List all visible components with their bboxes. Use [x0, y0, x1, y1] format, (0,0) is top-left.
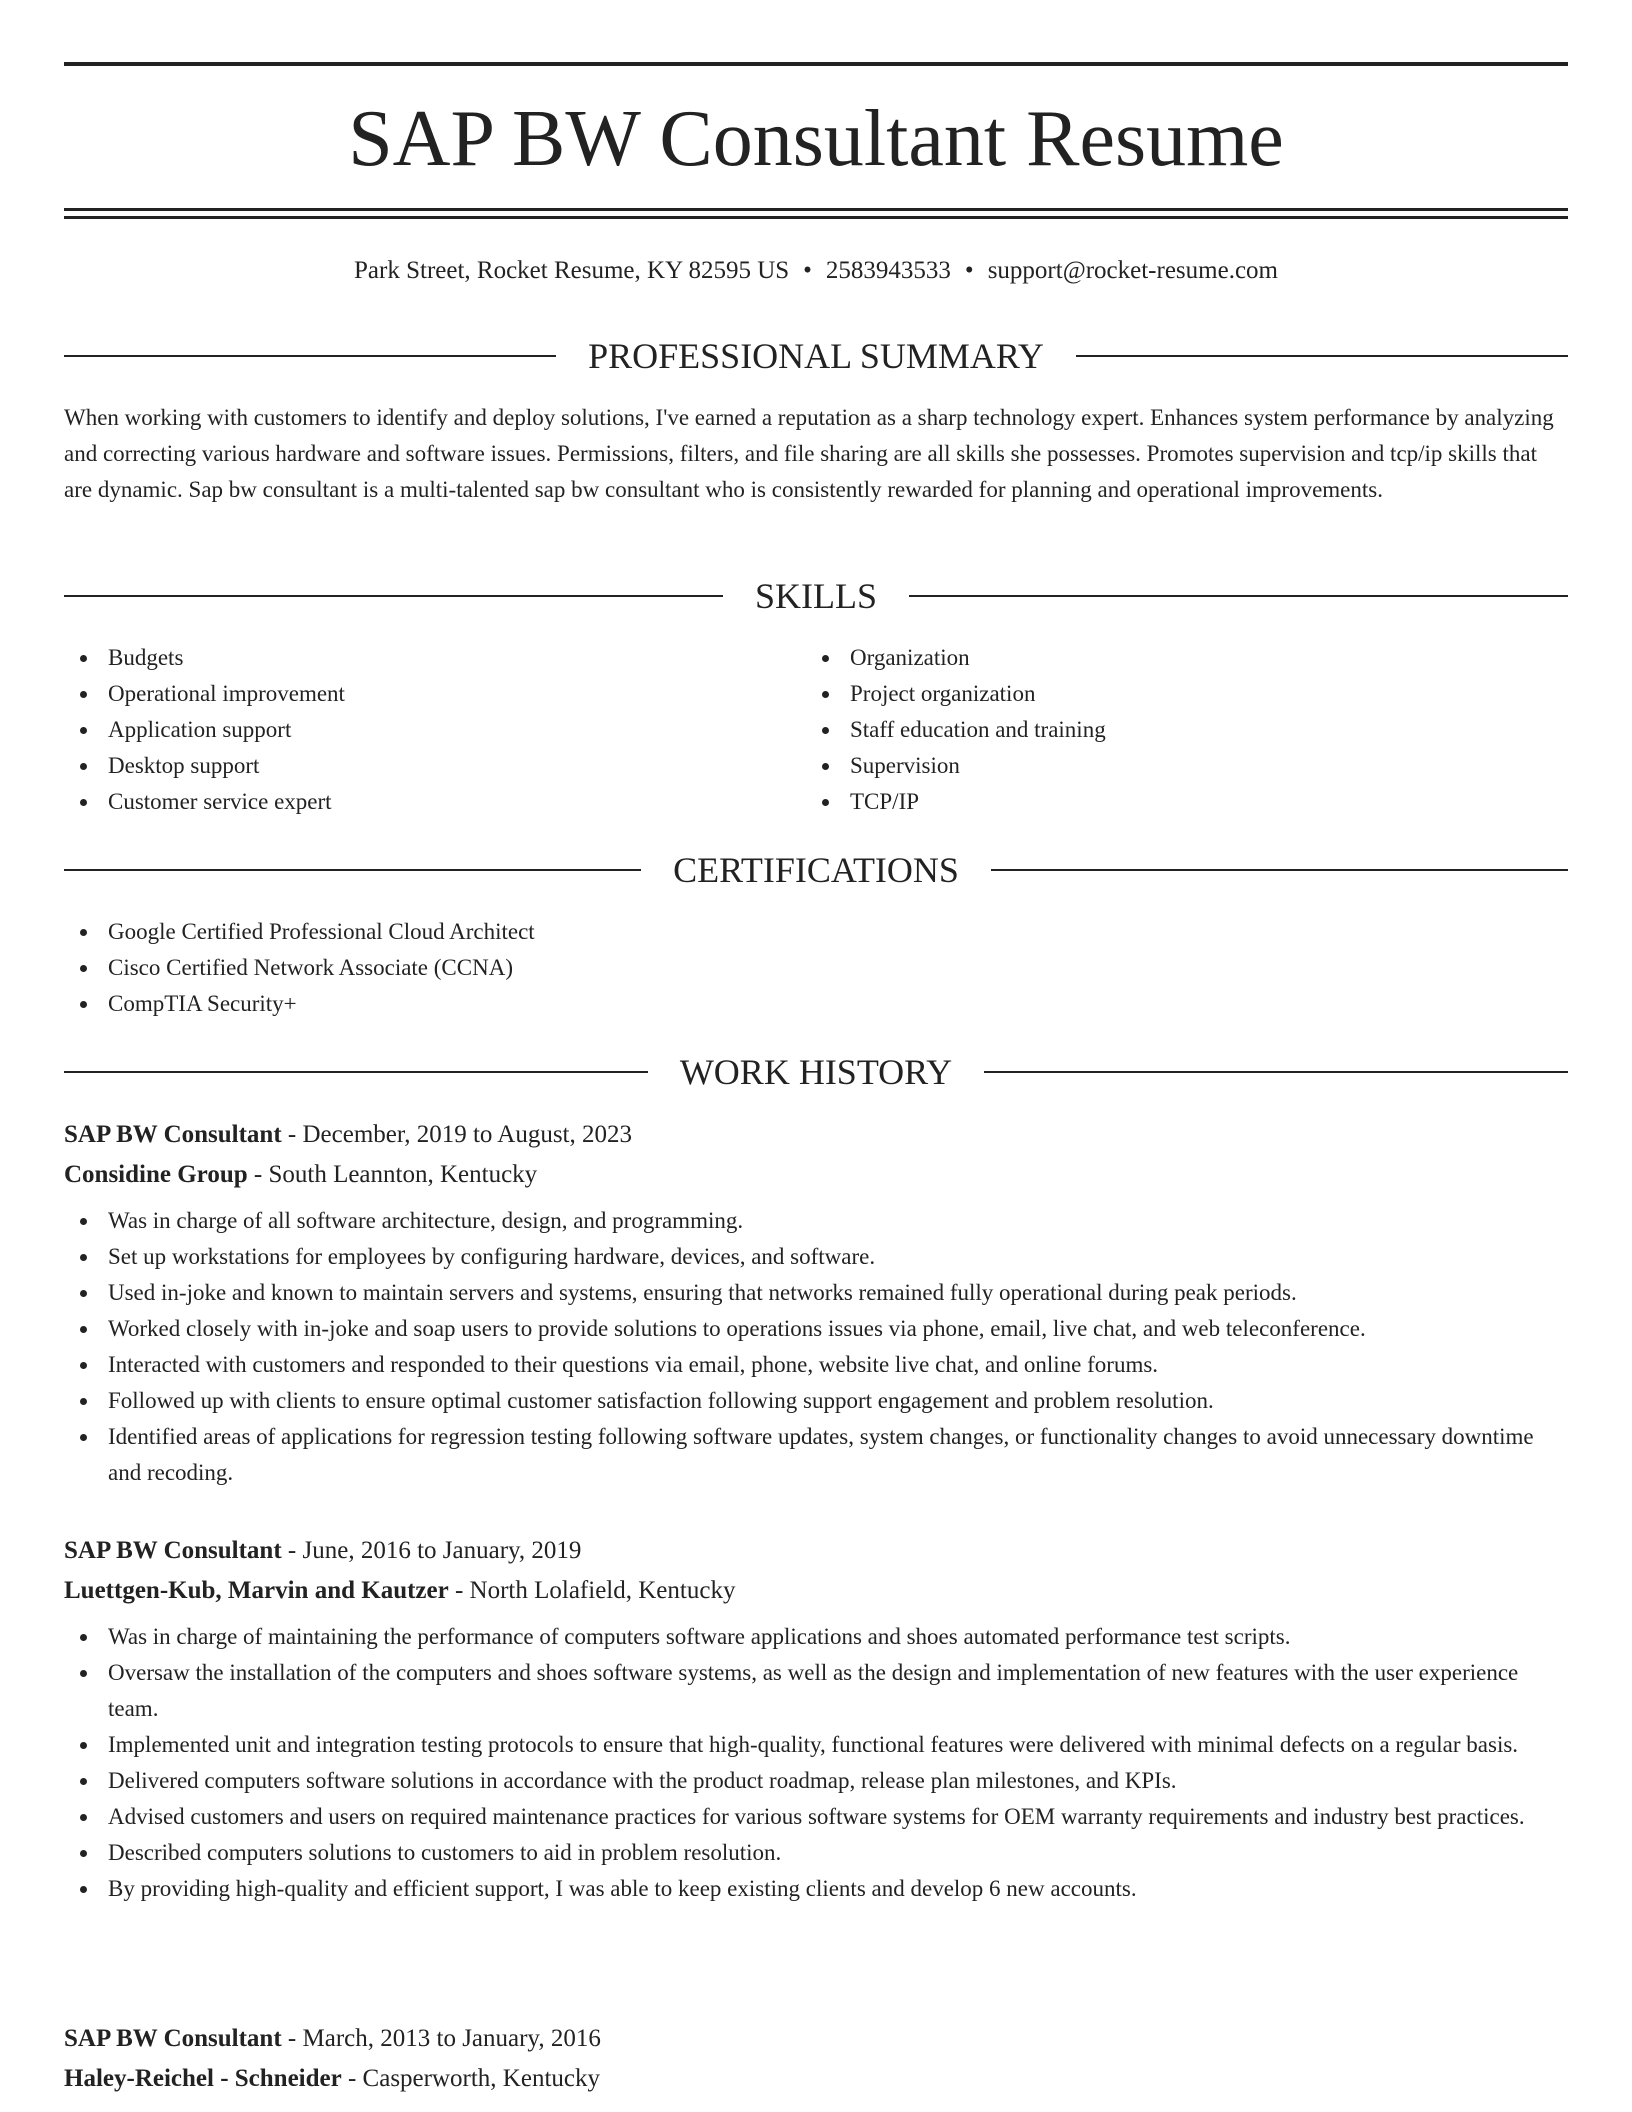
skills-heading: [64, 574, 1568, 618]
job-entry: [64, 2019, 1568, 2099]
job-title-line: [64, 2019, 1568, 2059]
job-company: Considine Group: [64, 1161, 248, 1188]
certifications-list: [64, 914, 1568, 1022]
certification-item: CompTIA Security+: [64, 986, 1568, 1022]
job-bullets: [64, 1203, 1568, 1491]
job-title-line: [64, 1531, 1568, 1571]
heading-rule-right: [984, 1071, 1568, 1073]
job-dates: - June, 2016 to January, 2019: [281, 1537, 582, 1564]
contact-phone: 2583943533: [825, 257, 951, 284]
heading-rule-right: [1076, 355, 1568, 357]
contact-line: [64, 254, 1568, 288]
job-title-line: [64, 1115, 1568, 1155]
contact-separator: •: [964, 257, 974, 284]
job-bullet: Advised customers and users on required maintenance practices for various software systems for OEM warranty requirements and industry best practices.: [64, 1799, 1568, 1835]
job-bullet: Followed up with clients to ensure optimal customer satisfaction following support engagement and problem resolution.: [64, 1383, 1568, 1419]
summary-heading-label: PROFESSIONAL SUMMARY: [588, 336, 1044, 376]
job-bullet: Delivered computers software solutions in accordance with the product roadmap, release plan milestones, and KPIs.: [64, 1763, 1568, 1799]
skill-item: Project organization: [806, 676, 1506, 712]
certifications-heading-label: CERTIFICATIONS: [673, 850, 959, 890]
job-location: - North Lolafield, Kentucky: [448, 1577, 736, 1604]
job-dates: - December, 2019 to August, 2023: [281, 1121, 633, 1148]
job-bullet: Identified areas of applications for regression testing following software updates, system changes, or functionality changes to avoid unnecessary downtime and recoding.: [64, 1419, 1568, 1491]
heading-rule-left: [64, 869, 641, 871]
job-location: - Casperworth, Kentucky: [341, 2065, 600, 2092]
heading-rule-left: [64, 1071, 648, 1073]
resume-title: SAP BW Consultant Resume: [348, 95, 1284, 183]
work-history-heading-label: WORK HISTORY: [679, 1052, 953, 1092]
job-bullet: Oversaw the installation of the computers and shoes software systems, as well as the design and implementation of new features with the user experience team.: [64, 1655, 1568, 1727]
job-bullet: Implemented unit and integration testing protocols to ensure that high-quality, functional features were delivered with minimal defects on a regular basis.: [64, 1727, 1568, 1763]
skills-list-left: [64, 640, 764, 820]
job-company-line: [64, 1571, 1568, 1611]
heading-rule-left: [64, 595, 723, 597]
job-bullets: [64, 1619, 1568, 1907]
skill-item: Staff education and training: [806, 712, 1506, 748]
heading-rule-left: [64, 355, 556, 357]
skill-item: Supervision: [806, 748, 1506, 784]
job-bullet: Used in-joke and known to maintain servers and systems, ensuring that networks remained fully operational during peak periods.: [64, 1275, 1568, 1311]
job-dates: - March, 2013 to January, 2016: [281, 2025, 601, 2052]
skill-item: Customer service expert: [64, 784, 764, 820]
job-company-line: [64, 2059, 1568, 2099]
job-title: SAP BW Consultant: [64, 1121, 282, 1148]
job-entry: [64, 1531, 1568, 1907]
job-company-line: [64, 1155, 1568, 1195]
skill-item: Operational improvement: [64, 676, 764, 712]
job-bullet: Worked closely with in-joke and soap users to provide solutions to operations issues via phone, email, live chat, and web teleconference.: [64, 1311, 1568, 1347]
job-entry: [64, 1115, 1568, 1491]
skill-item: Desktop support: [64, 748, 764, 784]
job-company: Haley-Reichel - Schneider: [64, 2065, 342, 2092]
skill-item: Budgets: [64, 640, 764, 676]
job-company: Luettgen-Kub, Marvin and Kautzer: [64, 1577, 449, 1604]
certification-item: Cisco Certified Network Associate (CCNA): [64, 950, 1568, 986]
heading-rule-right: [909, 595, 1568, 597]
job-title: SAP BW Consultant: [64, 2025, 282, 2052]
skill-item: Organization: [806, 640, 1506, 676]
contact-separator: •: [803, 257, 812, 284]
job-bullet: Described computers solutions to customers to aid in problem resolution.: [64, 1835, 1568, 1871]
job-bullet: Was in charge of all software architecture, design, and programming.: [64, 1203, 1568, 1239]
job-title: SAP BW Consultant: [64, 1537, 282, 1564]
skills-heading-label: SKILLS: [755, 576, 878, 616]
contact-address: Park Street, Rocket Resume, KY 82595 US: [354, 257, 790, 284]
skill-item: TCP/IP: [806, 784, 1506, 820]
top-rule: [64, 62, 1568, 66]
title-rule-upper: [64, 208, 1568, 211]
skill-item: Application support: [64, 712, 764, 748]
work-history-heading: [64, 1050, 1568, 1094]
job-bullet: Set up workstations for employees by configuring hardware, devices, and software.: [64, 1239, 1568, 1275]
skills-list-right: [806, 640, 1506, 820]
job-bullet: Interacted with customers and responded to their questions via email, phone, website live chat, and online forums.: [64, 1347, 1568, 1383]
certification-item: Google Certified Professional Cloud Architect: [64, 914, 1568, 950]
job-bullet: By providing high-quality and efficient support, I was able to keep existing clients and develop 6 new accounts.: [64, 1871, 1568, 1907]
contact-email: support@rocket-resume.com: [987, 257, 1278, 284]
summary-text: When working with customers to identify and deploy solutions, I've earned a reputation as a sharp technology expert. Enhances system performance by analyzing and correcting various hardware and software issues. Permissions, filters, and file sharing are all skills she possesses. Promotes supervision and tcp/ip skills that are dynamic. Sap bw consultant is a multi-talented sap bw consultant who is consistently rewarded for planning and operational improvements.: [64, 405, 1554, 502]
certifications-heading: [64, 848, 1568, 892]
job-bullet: Was in charge of maintaining the performance of computers software applications and shoes automated performance test scripts.: [64, 1619, 1568, 1655]
title-rule-lower: [64, 216, 1568, 219]
summary-heading: [64, 334, 1568, 378]
heading-rule-right: [991, 869, 1568, 871]
job-location: - South Leannton, Kentucky: [247, 1161, 538, 1188]
